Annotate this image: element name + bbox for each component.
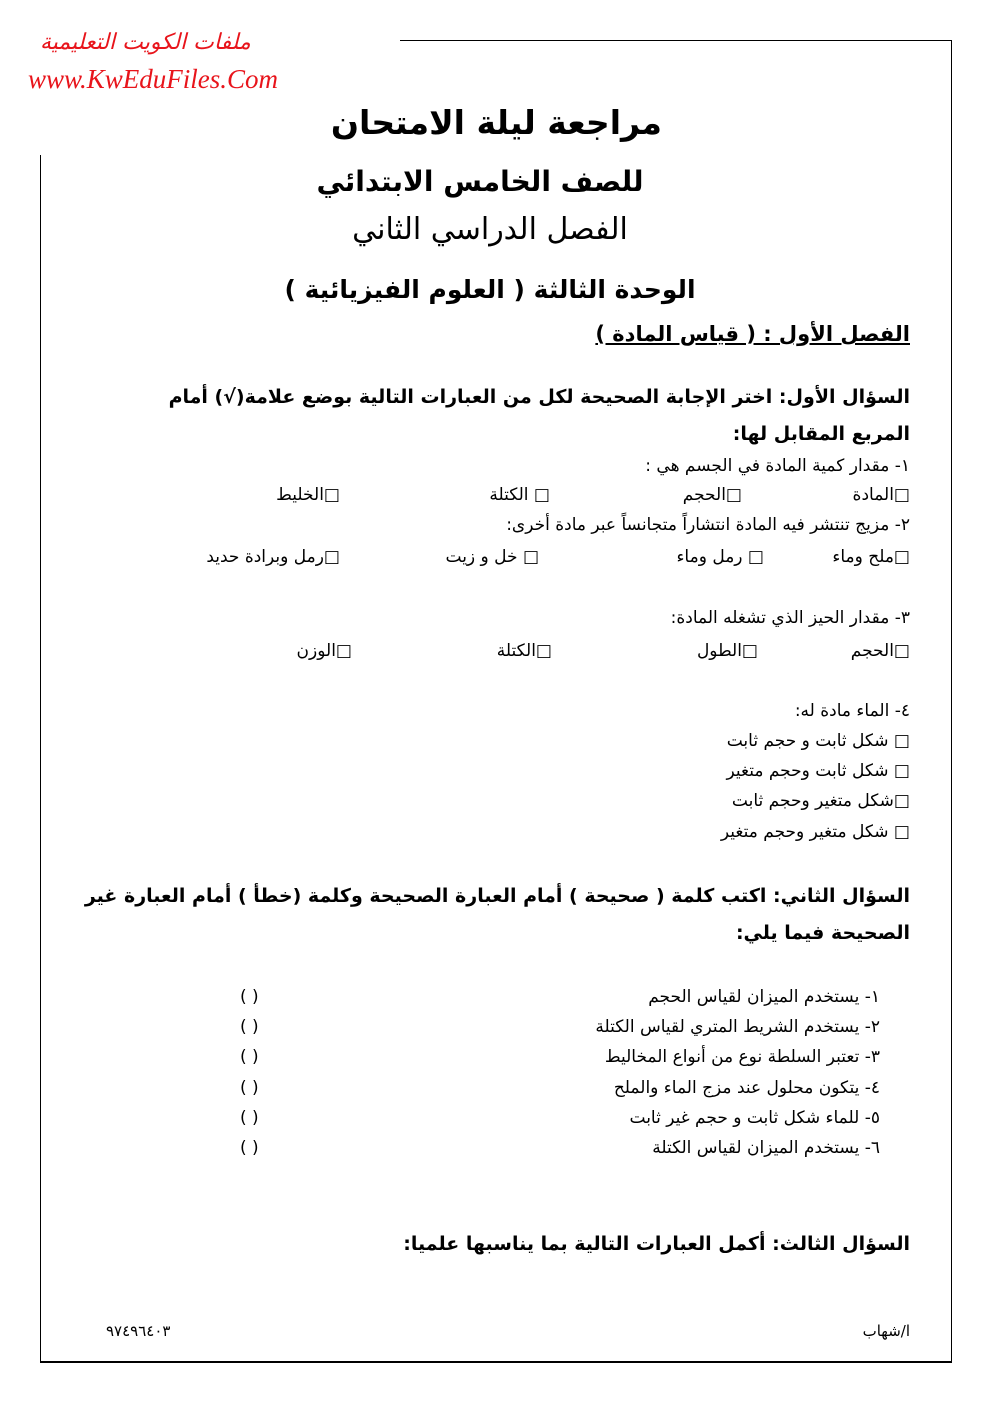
grade-title: للصف الخامس الابتدائي xyxy=(316,165,644,198)
q1-item2-option2[interactable]: □ رمل وماء xyxy=(676,547,764,567)
top-border-line xyxy=(400,40,952,41)
q1-item3-option3[interactable]: □الكتلة xyxy=(496,641,552,661)
q1-item1-text: ١- مقدار كمية المادة في الجسم هي : xyxy=(645,456,910,476)
q2-statement-4: ٤- يتكون محلول عند مزج الماء والملح xyxy=(613,1078,880,1098)
q1-item4-option1[interactable]: □ شكل ثابت و حجم ثابت xyxy=(726,731,910,751)
right-border-line xyxy=(951,40,952,1362)
q2-answer-blank-5[interactable]: ( ) xyxy=(240,1108,259,1128)
left-border-line xyxy=(40,155,41,1362)
q2-heading-line2: الصحيحة فيما يلي: xyxy=(735,922,910,944)
q1-item3-option4[interactable]: □الوزن xyxy=(296,641,352,661)
q1-item2-option3[interactable]: □ خل و زيت xyxy=(445,547,539,567)
q1-item3-text: ٣- مقدار الحيز الذي تشغله المادة: xyxy=(670,608,910,628)
q2-answer-blank-1[interactable]: ( ) xyxy=(240,987,259,1007)
q3-heading: السؤال الثالث: أكمل العبارات التالية بما يناسبها علميا: xyxy=(403,1233,910,1255)
q1-heading-line2: المربع المقابل لها: xyxy=(732,423,910,445)
q2-answer-blank-4[interactable]: ( ) xyxy=(240,1078,259,1098)
footer-teacher: ا/شهاب xyxy=(862,1322,910,1340)
q1-item1-option3[interactable]: □ الكتلة xyxy=(489,485,550,505)
q1-item2-option4[interactable]: □رمل وبرادة حديد xyxy=(206,547,340,567)
q2-answer-blank-2[interactable]: ( ) xyxy=(240,1017,259,1037)
q2-statement-3: ٣- تعتبر السلطة نوع من أنواع المخاليط xyxy=(604,1047,880,1067)
q2-answer-blank-6[interactable]: ( ) xyxy=(240,1138,259,1158)
watermark-url: www.KwEduFiles.Com xyxy=(28,64,279,94)
chapter-title: الفصل الأول : ( قياس المادة ) xyxy=(595,322,910,346)
q2-statement-5: ٥- للماء شكل ثابت و حجم غير ثابت xyxy=(629,1108,880,1128)
q1-item4-option2[interactable]: □ شكل ثابت وحجم متغير xyxy=(726,761,910,781)
q1-item2-text: ٢- مزيج تنتشر فيه المادة انتشاراً متجانساً عبر مادة أخرى: xyxy=(506,515,910,535)
q2-statement-1: ١- يستخدم الميزان لقياس الحجم xyxy=(648,987,880,1007)
q1-item4-option4[interactable]: □ شكل متغير وحجم متغير xyxy=(720,822,910,842)
q1-item3-option1[interactable]: □الحجم xyxy=(850,641,910,661)
q2-statement-6: ٦- يستخدم الميزان لقياس الكتلة xyxy=(652,1138,880,1158)
semester-title: الفصل الدراسي الثاني xyxy=(352,212,628,247)
unit-title: الوحدة الثالثة ( العلوم الفيزيائية ) xyxy=(284,275,696,304)
footer-phone: ٩٧٤٩٦٤٠٣ xyxy=(106,1322,171,1340)
q1-item3-option2[interactable]: □الطول xyxy=(696,641,758,661)
q1-item1-option1[interactable]: □المادة xyxy=(852,485,910,505)
page-title: مراجعة ليلة الامتحان xyxy=(330,103,662,142)
q1-item2-option1[interactable]: □ملح وماء xyxy=(832,547,910,567)
q2-statement-2: ٢- يستخدم الشريط المتري لقياس الكتلة xyxy=(595,1017,880,1037)
q1-item4-text: ٤- الماء مادة له: xyxy=(794,701,910,721)
q2-heading-line1: السؤال الثاني: اكتب كلمة ( صحيحة ) أمام العبارة الصحيحة وكلمة (خطأ ) أمام العبارة غير xyxy=(84,885,910,907)
watermark-arabic: ملفات الكويت التعليمية xyxy=(40,30,251,55)
q1-item4-option3[interactable]: □شكل متغير وحجم ثابت xyxy=(731,791,910,811)
bottom-border-line xyxy=(40,1361,952,1363)
q1-item1-option2[interactable]: □الحجم xyxy=(682,485,742,505)
q2-answer-blank-3[interactable]: ( ) xyxy=(240,1047,259,1067)
q1-item1-option4[interactable]: □الخليط xyxy=(276,485,340,505)
q1-heading-line1: السؤال الأول: اختر الإجابة الصحيحة لكل من العبارات التالية بوضع علامة(√) أمام xyxy=(168,386,910,408)
